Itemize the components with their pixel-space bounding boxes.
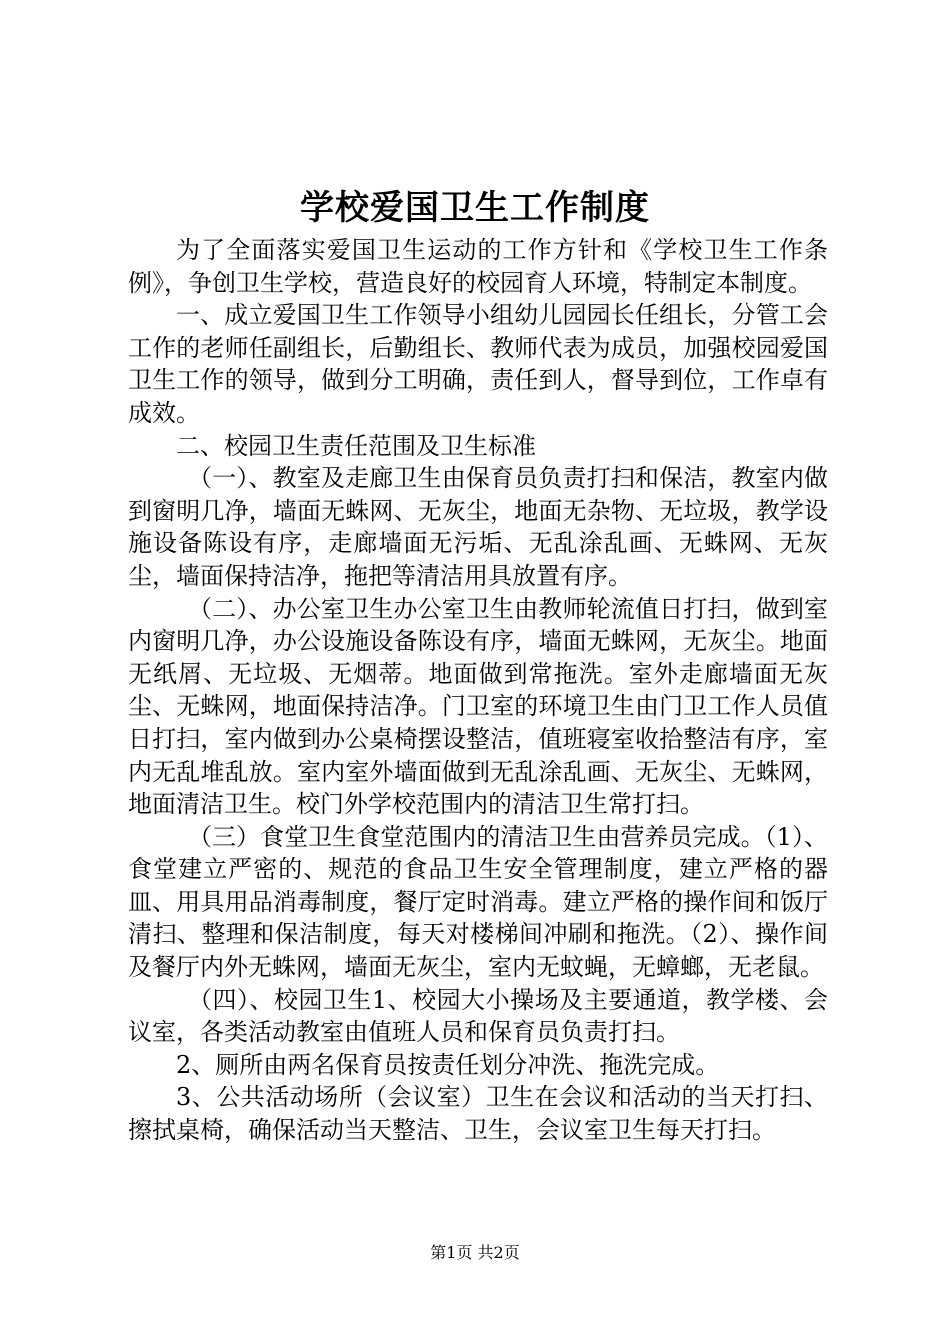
- paragraph-office-hygiene: （二）、办公室卫生办公室卫生由教师轮流值日打扫，做到室内窗明几净，办公设施设备陈设有序，墙面无蛛网，无灰尘。地面无纸屑、无垃圾、无烟蒂。地面做到常拖洗。室外走廊墙面无灰尘、无蛛网，地面保持洁净。门卫室的环境卫生由门卫工作人员值日打扫，室内做到办公桌椅摆设整洁，值班寝室收拾整洁有序，室内无乱堆乱放。室内室外墙面做到无乱涂乱画、无灰尘、无蛛网，地面清洁卫生。校门外学校范围内的清洁卫生常打扫。: [128, 594, 828, 819]
- paragraph-section-2-heading: 二、校园卫生责任范围及卫生标准: [176, 431, 536, 460]
- paragraph-intro: 为了全面落实爱国卫生运动的工作方针和《学校卫生工作条例》，争创卫生学校，营造良好的校园育人环境，特制定本制度。: [128, 236, 828, 297]
- paragraph-section-1: 一、成立爱国卫生工作领导小组幼儿园园长任组长，分管工会工作的老师任副组长，后勤组长、教师代表为成员，加强校园爱国卫生工作的领导，做到分工明确，责任到人，督导到位，工作卓有成效。: [128, 301, 828, 427]
- paragraph-public-area-hygiene: 3、公共活动场所（会议室）卫生在会议和活动的当天打扫、擦拭桌椅，确保活动当天整洁、卫生，会议室卫生每天打扫。: [128, 1083, 828, 1145]
- document-title: 学校爱国卫生工作制度: [300, 188, 650, 228]
- paragraph-classroom-hygiene: （一）、教室及走廊卫生由保育员负责打扫和保洁，教室内做到窗明几净，墙面无蛛网、无灰尘，地面无杂物、无垃圾，教学设施设备陈设有序，走廊墙面无污垢、无乱涂乱画、无蛛网、无灰尘，墙面保持洁净，拖把等清洁用具放置有序。: [128, 464, 828, 590]
- paragraph-canteen-hygiene: （三）食堂卫生食堂范围内的清洁卫生由营养员完成。（1）、食堂建立严密的、规范的食品卫生安全管理制度，建立严格的器皿、用具用品消毒制度，餐厅定时消毒。建立严格的操作间和饭厅清扫、整理和保洁制度，每天对楼梯间冲刷和拖洗。（2）、操作间及餐厅内外无蛛网，墙面无灰尘，室内无蚊蝇，无蟑螂，无老鼠。: [128, 822, 828, 982]
- page-footer: 第1页 共2页: [430, 1243, 520, 1262]
- paragraph-campus-hygiene: （四）、校园卫生1、校园大小操场及主要通道，教学楼、会议室，各类活动教室由值班人员和保育员负责打扫。: [128, 985, 828, 1047]
- paragraph-restroom-hygiene: 2、厕所由两名保育员按责任划分冲洗、拖洗完成。: [176, 1050, 720, 1079]
- document-body: [128, 234, 828, 1147]
